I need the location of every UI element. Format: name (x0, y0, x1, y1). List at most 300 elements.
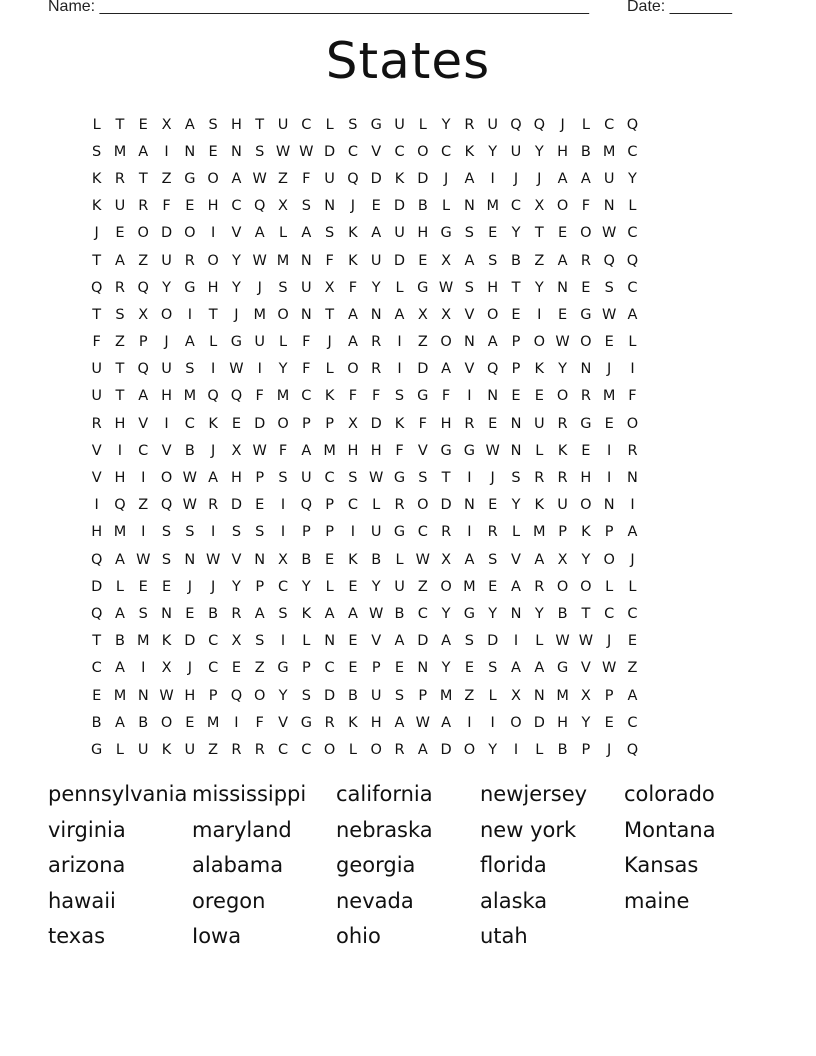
grid-cell[interactable]: B (371, 551, 382, 568)
grid-cell[interactable]: F (278, 442, 288, 459)
grid-cell[interactable]: F (325, 252, 334, 269)
grid-cell[interactable]: D (184, 633, 196, 650)
grid-cell[interactable]: W (602, 225, 617, 242)
grid-cell[interactable]: S (464, 225, 474, 242)
grid-cell[interactable]: T (511, 279, 521, 296)
grid-cell[interactable]: Y (301, 578, 311, 595)
grid-cell[interactable]: T (115, 361, 125, 378)
grid-cell[interactable]: R (394, 497, 405, 514)
grid-cell[interactable]: Q (510, 116, 522, 133)
grid-cell[interactable]: M (113, 687, 127, 704)
grid-cell[interactable]: I (467, 524, 472, 541)
grid-cell[interactable]: W (602, 660, 617, 677)
grid-cell[interactable]: Q (254, 198, 266, 215)
grid-cell[interactable]: A (114, 605, 125, 622)
grid-cell[interactable]: L (535, 633, 544, 650)
grid-cell[interactable]: X (441, 306, 452, 323)
grid-cell[interactable]: U (184, 741, 196, 758)
grid-cell[interactable]: J (630, 551, 635, 568)
grid-cell[interactable]: Y (488, 741, 498, 758)
grid-cell[interactable]: T (138, 170, 148, 187)
grid-cell[interactable]: O (207, 252, 219, 269)
grid-cell[interactable]: O (323, 741, 336, 758)
grid-cell[interactable]: I (490, 170, 495, 187)
grid-cell[interactable]: H (161, 388, 172, 405)
grid-cell[interactable]: W (415, 551, 430, 568)
grid-cell[interactable]: L (325, 361, 334, 378)
grid-cell[interactable]: X (557, 551, 568, 568)
grid-cell[interactable]: S (394, 388, 405, 405)
grid-cell[interactable]: L (628, 198, 637, 215)
grid-cell[interactable]: C (347, 143, 358, 160)
grid-cell[interactable]: A (184, 116, 195, 133)
grid-cell[interactable]: F (348, 388, 358, 405)
grid-cell[interactable]: Y (488, 605, 498, 622)
grid-cell[interactable]: N (627, 470, 638, 487)
grid-cell[interactable]: X (441, 551, 452, 568)
grid-cell[interactable]: V (278, 714, 288, 731)
grid-cell[interactable]: K (208, 415, 218, 432)
grid-cell[interactable]: I (630, 361, 635, 378)
grid-cell[interactable]: Z (254, 660, 265, 677)
grid-cell[interactable]: J (187, 660, 192, 677)
grid-cell[interactable]: M (136, 633, 150, 650)
grid-cell[interactable]: V (580, 660, 591, 677)
grid-cell[interactable]: A (138, 388, 149, 405)
grid-cell[interactable]: K (348, 252, 358, 269)
grid-cell[interactable]: R (580, 388, 591, 405)
grid-cell[interactable]: F (302, 334, 311, 351)
grid-cell[interactable]: X (580, 687, 591, 704)
grid-cell[interactable]: Y (534, 605, 544, 622)
grid-cell[interactable]: H (207, 279, 219, 296)
grid-cell[interactable]: C (301, 388, 312, 405)
grid-cell[interactable]: V (231, 225, 242, 242)
grid-cell[interactable]: Q (90, 551, 103, 568)
grid-cell[interactable]: S (394, 687, 405, 704)
grid-cell[interactable]: A (511, 660, 521, 677)
grid-cell[interactable]: I (164, 415, 169, 432)
grid-cell[interactable]: N (417, 660, 429, 677)
grid-cell[interactable]: P (604, 524, 614, 541)
grid-cell[interactable]: N (184, 551, 196, 568)
grid-cell[interactable]: J (607, 361, 612, 378)
grid-cell[interactable]: K (91, 170, 102, 187)
grid-cell[interactable]: P (511, 361, 521, 378)
grid-cell[interactable]: M (113, 524, 127, 541)
grid-cell[interactable]: M (323, 442, 336, 459)
grid-cell[interactable]: I (210, 225, 216, 242)
grid-cell[interactable]: O (254, 687, 266, 704)
grid-cell[interactable]: E (488, 225, 498, 242)
grid-cell[interactable]: S (348, 116, 358, 133)
grid-cell[interactable]: P (511, 334, 521, 351)
grid-cell[interactable]: Q (626, 741, 639, 758)
grid-cell[interactable]: A (394, 714, 405, 731)
grid-cell[interactable]: J (513, 170, 519, 187)
grid-cell[interactable]: O (486, 306, 499, 323)
grid-cell[interactable]: I (141, 524, 146, 541)
grid-cell[interactable]: D (440, 741, 452, 758)
grid-cell[interactable]: D (487, 633, 499, 650)
grid-cell[interactable]: L (395, 279, 404, 296)
grid-cell[interactable]: S (255, 524, 265, 541)
grid-cell[interactable]: R (231, 741, 242, 758)
grid-cell[interactable]: T (92, 306, 102, 323)
grid-cell[interactable]: P (325, 415, 334, 432)
grid-cell[interactable]: A (347, 605, 358, 622)
grid-cell[interactable]: O (370, 741, 382, 758)
grid-cell[interactable]: O (463, 741, 476, 758)
grid-cell[interactable]: I (257, 361, 262, 378)
grid-cell[interactable]: R (208, 497, 219, 514)
grid-cell[interactable]: O (417, 497, 429, 514)
grid-cell[interactable]: Y (278, 361, 288, 378)
grid-cell[interactable]: H (91, 524, 103, 541)
grid-cell[interactable]: I (397, 361, 402, 378)
grid-cell[interactable]: V (464, 306, 475, 323)
grid-cell[interactable]: C (417, 524, 428, 541)
grid-cell[interactable]: P (138, 334, 148, 351)
grid-cell[interactable]: B (114, 633, 125, 650)
grid-cell[interactable]: K (394, 170, 405, 187)
grid-cell[interactable]: I (164, 143, 169, 160)
grid-cell[interactable]: B (91, 714, 102, 731)
grid-cell[interactable]: Z (534, 252, 545, 269)
grid-cell[interactable]: V (91, 470, 102, 487)
grid-cell[interactable]: E (488, 415, 498, 432)
grid-cell[interactable]: N (254, 551, 266, 568)
grid-cell[interactable]: S (464, 279, 474, 296)
grid-cell[interactable]: M (276, 388, 290, 405)
grid-cell[interactable]: P (255, 578, 265, 595)
grid-cell[interactable]: B (557, 605, 568, 622)
grid-cell[interactable]: E (394, 660, 405, 677)
grid-cell[interactable]: S (161, 551, 172, 568)
grid-cell[interactable]: R (464, 415, 475, 432)
grid-cell[interactable]: A (627, 524, 638, 541)
grid-cell[interactable]: S (185, 361, 195, 378)
grid-cell[interactable]: H (230, 470, 242, 487)
grid-cell[interactable]: E (115, 225, 125, 242)
grid-cell[interactable]: E (604, 714, 614, 731)
grid-cell[interactable]: N (137, 687, 149, 704)
grid-cell[interactable]: L (535, 442, 544, 459)
grid-cell[interactable]: D (417, 170, 429, 187)
grid-cell[interactable]: S (511, 470, 521, 487)
grid-cell[interactable]: A (557, 170, 568, 187)
grid-cell[interactable]: C (627, 143, 638, 160)
grid-cell[interactable]: R (580, 252, 591, 269)
grid-cell[interactable]: O (556, 388, 569, 405)
grid-cell[interactable]: A (138, 143, 149, 160)
grid-cell[interactable]: U (301, 470, 312, 487)
grid-cell[interactable]: C (208, 633, 219, 650)
grid-cell[interactable]: R (91, 415, 102, 432)
grid-cell[interactable]: A (441, 633, 452, 650)
grid-cell[interactable]: H (440, 415, 452, 432)
grid-cell[interactable]: J (607, 633, 612, 650)
grid-cell[interactable]: G (91, 741, 103, 758)
grid-cell[interactable]: A (208, 470, 219, 487)
grid-cell[interactable]: B (208, 605, 219, 622)
grid-cell[interactable]: G (277, 660, 289, 677)
grid-cell[interactable]: M (113, 143, 127, 160)
grid-cell[interactable]: A (347, 306, 358, 323)
grid-cell[interactable]: U (161, 252, 172, 269)
grid-cell[interactable]: B (184, 442, 195, 459)
grid-cell[interactable]: V (417, 442, 428, 459)
grid-cell[interactable]: O (347, 361, 359, 378)
grid-cell[interactable]: A (464, 252, 475, 269)
grid-cell[interactable]: Z (278, 170, 288, 187)
grid-cell[interactable]: R (627, 442, 638, 459)
grid-cell[interactable]: W (229, 361, 244, 378)
grid-cell[interactable]: N (510, 442, 522, 459)
grid-cell[interactable]: E (231, 415, 242, 432)
grid-cell[interactable]: P (325, 524, 334, 541)
grid-cell[interactable]: O (580, 497, 592, 514)
grid-cell[interactable]: K (91, 198, 102, 215)
grid-cell[interactable]: L (325, 578, 334, 595)
grid-cell[interactable]: E (348, 660, 358, 677)
grid-cell[interactable]: V (371, 143, 382, 160)
grid-cell[interactable]: U (533, 415, 545, 432)
grid-cell[interactable]: R (371, 361, 382, 378)
grid-cell[interactable]: U (301, 279, 312, 296)
grid-cell[interactable]: S (604, 279, 614, 296)
grid-cell[interactable]: H (487, 279, 499, 296)
grid-cell[interactable]: R (441, 524, 452, 541)
grid-cell[interactable]: E (464, 660, 474, 677)
grid-cell[interactable]: Q (300, 497, 313, 514)
grid-cell[interactable]: S (278, 470, 288, 487)
grid-cell[interactable]: L (372, 497, 381, 514)
grid-cell[interactable]: S (488, 551, 498, 568)
grid-cell[interactable]: I (537, 306, 542, 323)
grid-cell[interactable]: L (395, 551, 404, 568)
grid-cell[interactable]: U (394, 578, 405, 595)
grid-cell[interactable]: B (138, 714, 149, 731)
grid-cell[interactable]: C (277, 741, 289, 758)
grid-cell[interactable]: C (627, 714, 638, 731)
grid-cell[interactable]: H (114, 470, 126, 487)
grid-cell[interactable]: O (160, 470, 173, 487)
grid-cell[interactable]: L (628, 334, 637, 351)
grid-cell[interactable]: Y (534, 279, 544, 296)
grid-cell[interactable]: C (627, 605, 638, 622)
grid-cell[interactable]: K (534, 361, 545, 378)
grid-cell[interactable]: P (208, 687, 218, 704)
grid-cell[interactable]: M (556, 687, 569, 704)
grid-cell[interactable]: X (278, 198, 288, 215)
grid-cell[interactable]: F (395, 442, 404, 459)
grid-cell[interactable]: C (324, 470, 335, 487)
grid-cell[interactable]: J (210, 442, 216, 459)
grid-cell[interactable]: S (488, 660, 498, 677)
grid-cell[interactable]: N (300, 252, 312, 269)
grid-cell[interactable]: R (534, 578, 545, 595)
grid-cell[interactable]: Q (533, 116, 545, 133)
grid-cell[interactable]: A (301, 225, 312, 242)
grid-cell[interactable]: X (161, 660, 172, 677)
grid-cell[interactable]: S (92, 143, 102, 160)
grid-cell[interactable]: L (488, 687, 497, 704)
grid-cell[interactable]: E (138, 578, 148, 595)
grid-cell[interactable]: L (605, 578, 614, 595)
grid-cell[interactable]: G (463, 442, 476, 459)
grid-cell[interactable]: P (301, 660, 311, 677)
grid-cell[interactable]: W (205, 551, 221, 568)
grid-cell[interactable]: W (415, 714, 430, 731)
grid-cell[interactable]: A (487, 334, 498, 351)
grid-cell[interactable]: U (394, 116, 405, 133)
grid-cell[interactable]: X (441, 252, 452, 269)
grid-cell[interactable]: A (114, 714, 125, 731)
grid-cell[interactable]: M (602, 143, 616, 160)
grid-cell[interactable]: E (185, 605, 195, 622)
grid-cell[interactable]: I (513, 633, 519, 650)
grid-cell[interactable]: P (371, 660, 381, 677)
grid-cell[interactable]: E (511, 388, 521, 405)
grid-cell[interactable]: T (115, 116, 125, 133)
grid-cell[interactable]: D (440, 497, 452, 514)
grid-cell[interactable]: C (301, 116, 312, 133)
grid-cell[interactable]: G (393, 470, 406, 487)
grid-cell[interactable]: L (535, 741, 544, 758)
grid-cell[interactable]: X (231, 442, 242, 459)
grid-cell[interactable]: J (257, 279, 262, 296)
grid-cell[interactable]: N (324, 198, 336, 215)
grid-cell[interactable]: T (534, 225, 544, 242)
grid-cell[interactable]: S (301, 198, 311, 215)
grid-cell[interactable]: C (417, 605, 428, 622)
grid-cell[interactable]: Y (581, 714, 591, 731)
grid-cell[interactable]: O (580, 578, 592, 595)
grid-cell[interactable]: R (254, 741, 265, 758)
grid-cell[interactable]: S (278, 605, 288, 622)
grid-cell[interactable]: S (488, 252, 498, 269)
grid-cell[interactable]: F (581, 198, 591, 215)
grid-cell[interactable]: W (252, 442, 267, 459)
grid-cell[interactable]: Y (581, 551, 591, 568)
grid-cell[interactable]: D (393, 252, 406, 269)
grid-cell[interactable]: F (372, 388, 381, 405)
grid-cell[interactable]: J (210, 578, 216, 595)
grid-cell[interactable]: E (418, 252, 428, 269)
grid-cell[interactable]: I (94, 497, 99, 514)
grid-cell[interactable]: D (254, 415, 266, 432)
grid-cell[interactable]: B (557, 741, 568, 758)
grid-cell[interactable]: I (280, 497, 286, 514)
grid-cell[interactable]: C (91, 660, 102, 677)
grid-cell[interactable]: W (299, 143, 314, 160)
grid-cell[interactable]: Y (511, 225, 521, 242)
grid-cell[interactable]: A (511, 578, 521, 595)
grid-cell[interactable]: O (277, 415, 289, 432)
grid-cell[interactable]: P (418, 687, 428, 704)
grid-cell[interactable]: E (371, 198, 381, 215)
grid-cell[interactable]: Q (114, 497, 126, 514)
grid-cell[interactable]: S (115, 306, 125, 323)
grid-cell[interactable]: O (556, 578, 569, 595)
grid-cell[interactable]: M (253, 306, 266, 323)
grid-cell[interactable]: G (393, 524, 406, 541)
grid-cell[interactable]: G (580, 415, 592, 432)
grid-cell[interactable]: H (184, 687, 196, 704)
grid-cell[interactable]: W (578, 633, 594, 650)
grid-cell[interactable]: C (184, 415, 195, 432)
grid-cell[interactable]: I (280, 633, 286, 650)
grid-cell[interactable]: A (184, 334, 195, 351)
grid-cell[interactable]: N (487, 388, 499, 405)
grid-cell[interactable]: W (602, 306, 617, 323)
grid-cell[interactable]: S (231, 524, 242, 541)
grid-cell[interactable]: E (558, 225, 568, 242)
grid-cell[interactable]: F (628, 388, 637, 405)
grid-cell[interactable]: U (370, 524, 382, 541)
grid-cell[interactable]: F (302, 170, 311, 187)
grid-cell[interactable]: L (628, 578, 637, 595)
grid-cell[interactable]: M (439, 687, 453, 704)
grid-cell[interactable]: A (464, 551, 475, 568)
grid-cell[interactable]: E (255, 497, 265, 514)
grid-cell[interactable]: A (627, 306, 638, 323)
grid-cell[interactable]: L (418, 116, 427, 133)
grid-cell[interactable]: E (185, 714, 195, 731)
grid-cell[interactable]: F (255, 714, 264, 731)
grid-cell[interactable]: A (441, 714, 452, 731)
grid-cell[interactable]: R (371, 334, 382, 351)
grid-cell[interactable]: F (441, 388, 451, 405)
grid-cell[interactable]: J (607, 741, 612, 758)
grid-cell[interactable]: R (231, 605, 242, 622)
grid-cell[interactable]: B (417, 198, 428, 215)
grid-cell[interactable]: E (92, 687, 102, 704)
grid-cell[interactable]: N (533, 687, 545, 704)
grid-cell[interactable]: J (187, 578, 192, 595)
grid-cell[interactable]: A (580, 170, 591, 187)
grid-cell[interactable]: G (440, 442, 452, 459)
grid-cell[interactable]: Z (627, 660, 638, 677)
grid-cell[interactable]: O (417, 143, 429, 160)
grid-cell[interactable]: K (464, 143, 475, 160)
grid-cell[interactable]: E (581, 442, 591, 459)
grid-cell[interactable]: O (440, 334, 452, 351)
grid-cell[interactable]: W (252, 252, 267, 269)
grid-cell[interactable]: Y (441, 116, 451, 133)
grid-cell[interactable]: D (393, 198, 406, 215)
grid-cell[interactable]: O (533, 334, 545, 351)
grid-cell[interactable]: V (371, 633, 382, 650)
grid-cell[interactable]: O (580, 225, 592, 242)
grid-cell[interactable]: H (114, 415, 126, 432)
grid-cell[interactable]: O (510, 714, 522, 731)
grid-cell[interactable]: G (184, 170, 196, 187)
grid-cell[interactable]: F (348, 279, 358, 296)
grid-cell[interactable]: A (534, 551, 545, 568)
grid-cell[interactable]: S (161, 524, 172, 541)
grid-cell[interactable]: K (348, 714, 358, 731)
grid-cell[interactable]: O (184, 225, 196, 242)
grid-cell[interactable]: I (467, 714, 472, 731)
grid-cell[interactable]: Z (208, 741, 219, 758)
grid-cell[interactable]: H (370, 442, 382, 459)
grid-cell[interactable]: C (324, 660, 335, 677)
grid-cell[interactable]: Y (488, 143, 498, 160)
grid-cell[interactable]: Y (232, 578, 241, 595)
grid-cell[interactable]: W (182, 497, 197, 514)
